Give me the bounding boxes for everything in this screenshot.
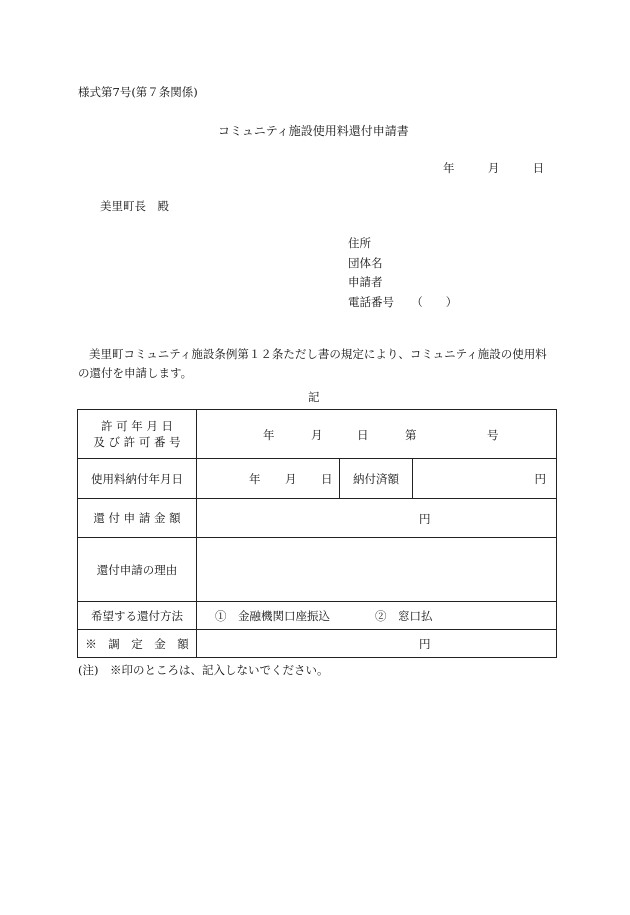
- ki-heading: 記: [308, 390, 320, 404]
- permit-label-line2: 及 び 許 可 番 号: [93, 435, 181, 449]
- paid-amount-yen: 円: [534, 472, 546, 486]
- paid-amount-label: 納付済額: [340, 459, 413, 499]
- date-line: [443, 160, 544, 176]
- option-bank-transfer[interactable]: ① 金融機関口座振込: [215, 609, 330, 623]
- table-row: [78, 499, 557, 538]
- phone-label: 電話番号 （ ）: [348, 294, 458, 309]
- paid-amount-cell[interactable]: [413, 459, 557, 499]
- table-row: [78, 602, 557, 630]
- payment-date-label: 使用料納付年月日: [78, 459, 197, 499]
- permit-value-cell[interactable]: [197, 410, 557, 459]
- table-row: [78, 410, 557, 459]
- assessed-amount-label: ※ 調 定 金 額: [78, 630, 197, 658]
- date-day: 日: [532, 161, 545, 175]
- payment-year: 年: [249, 472, 261, 486]
- payment-day: 日: [321, 472, 333, 486]
- payment-month: 月: [285, 472, 297, 486]
- permit-month: 月: [311, 428, 323, 442]
- refund-form-table: [77, 409, 557, 658]
- refund-amount-label: 還 付 申 請 金 額: [78, 499, 197, 538]
- date-month: 月: [487, 161, 500, 175]
- permit-year: 年: [263, 428, 275, 442]
- form-number: 様式第7号(第７条関係): [78, 85, 198, 99]
- assessed-amount-cell[interactable]: [197, 630, 557, 658]
- table-row: [78, 630, 557, 658]
- assessed-amount-yen: 円: [419, 637, 431, 651]
- permit-label-cell: [78, 410, 197, 459]
- applicant-label: 申請者: [348, 275, 383, 289]
- permit-label-line1: 許 可 年 月 日: [100, 419, 174, 433]
- date-year: 年: [443, 161, 455, 175]
- body-text: 美里町コミュニティ施設条例第１２条ただし書の規定により、コミュニティ施設の使用料の還付を申請します。: [78, 347, 547, 380]
- addressee: 美里町長 殿: [100, 199, 169, 213]
- table-row: [78, 538, 557, 602]
- payment-date-cell[interactable]: [197, 459, 340, 499]
- refund-reason-label: 還付申請の理由: [78, 538, 197, 602]
- permit-day: 日: [357, 428, 369, 442]
- footnote: (注) ※印のところは、記入しないでください。: [78, 663, 329, 677]
- group-name-label: 団体名: [348, 255, 383, 270]
- permit-go: 号: [487, 428, 499, 442]
- permit-dai: 第: [405, 428, 417, 442]
- refund-amount-yen: 円: [419, 512, 431, 526]
- refund-reason-cell[interactable]: [197, 538, 557, 602]
- address-label: 住所: [348, 236, 371, 250]
- document-title: コミュニティ施設使用料還付申請書: [218, 124, 409, 138]
- applicant-block: [348, 234, 457, 312]
- refund-method-label: 希望する還付方法: [78, 602, 197, 630]
- option-counter-payment[interactable]: ② 窓口払: [375, 609, 433, 623]
- refund-amount-cell[interactable]: [197, 499, 557, 538]
- refund-method-cell: [197, 602, 557, 630]
- table-row: [78, 459, 557, 499]
